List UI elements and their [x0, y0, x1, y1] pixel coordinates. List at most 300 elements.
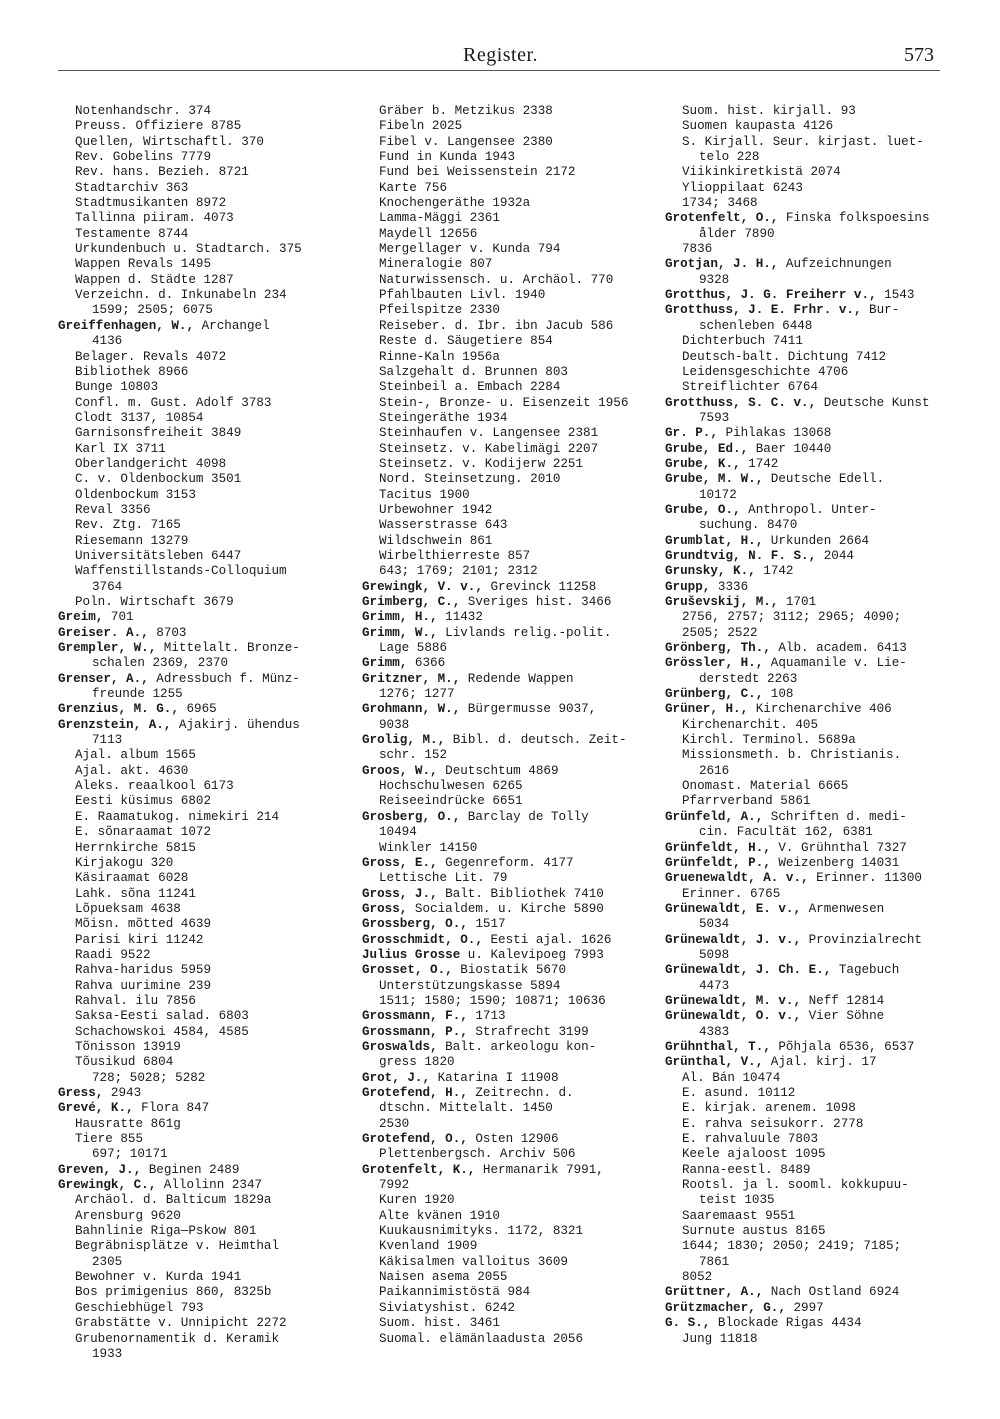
entry-text: Deutsche Edell. — [763, 472, 885, 487]
index-subentry — [58, 564, 348, 579]
entry-text: Balt. Bibliothek 7410 — [437, 886, 604, 901]
index-subentry — [58, 488, 348, 503]
entry-text: Beginen 2489 — [141, 1162, 240, 1177]
index-subentry — [665, 1332, 955, 1347]
author-name: Grützmacher, G., — [665, 1300, 786, 1315]
index-subentry — [362, 273, 652, 288]
entry-text: Grubenornamentik d. Keramik — [75, 1331, 280, 1346]
index-subentry — [58, 779, 348, 794]
author-name: Grossmann, P., — [362, 1024, 468, 1039]
index-subentry — [58, 150, 348, 165]
index-continuation-line — [665, 825, 955, 840]
entry-text: Aufzeichnungen — [778, 257, 892, 272]
index-subentry — [58, 887, 348, 902]
author-name: Grotenfelt, O., — [665, 211, 779, 226]
author-name: Grewingk, V. v., — [362, 579, 483, 594]
index-subentry — [665, 1178, 955, 1193]
entry-text: 10172 — [699, 487, 737, 502]
entry-text: Schriften d. medi- — [763, 809, 907, 824]
entry-text: Katarina I 11908 — [430, 1070, 559, 1085]
index-subentry — [362, 242, 652, 257]
entry-text: Fund in Kunda 1943 — [379, 150, 516, 165]
entry-text: 8052 — [682, 1270, 713, 1285]
index-heading-entry — [362, 856, 652, 871]
entry-text: Wirbelthierreste 857 — [379, 548, 531, 563]
entry-text: Bewohner v. Kurda 1941 — [75, 1270, 242, 1285]
index-subentry — [362, 426, 652, 441]
entry-text: Bos primigenius 860, 8325b — [75, 1285, 272, 1300]
register-column-3 — [665, 104, 955, 1347]
entry-text: Rev. Ztg. 7165 — [75, 518, 181, 533]
index-subentry — [362, 1239, 652, 1254]
index-subentry — [362, 1270, 652, 1285]
entry-text: Fibeln 2025 — [379, 119, 463, 134]
index-heading-entry — [665, 442, 955, 457]
entry-text: 2756, 2757; 3112; 2965; 4090; — [682, 610, 902, 625]
index-heading-entry — [58, 1178, 348, 1193]
index-heading-entry — [362, 948, 652, 963]
index-subentry — [362, 871, 652, 886]
index-subentry — [58, 871, 348, 886]
entry-text: Stadtmusikanten 8972 — [75, 196, 227, 211]
index-subentry — [58, 242, 348, 257]
author-name: Grotenfelt, K., — [362, 1162, 476, 1177]
register-column-2 — [362, 104, 652, 1347]
entry-text: Archangel — [194, 318, 270, 333]
index-heading-entry — [665, 534, 955, 549]
index-subentry — [665, 334, 955, 349]
index-subentry — [58, 1055, 348, 1070]
entry-text: Waffenstillstands-Colloquium — [75, 564, 287, 579]
index-heading-entry — [665, 994, 955, 1009]
entry-text: Tõnisson 13919 — [75, 1039, 181, 1054]
index-heading-entry — [665, 580, 955, 595]
entry-text: 701 — [103, 610, 134, 625]
entry-text: schenleben 6448 — [699, 318, 813, 333]
entry-text: Ajakirj. ühendus — [171, 717, 300, 732]
entry-text: Mõisn. mõtted 4639 — [75, 917, 212, 932]
index-heading-entry — [665, 396, 955, 411]
index-subentry — [362, 396, 652, 411]
entry-text: Rahva-haridus 5959 — [75, 963, 212, 978]
entry-text: Alb. academ. 6413 — [770, 641, 907, 656]
index-heading-entry — [665, 871, 955, 886]
index-subentry — [362, 518, 652, 533]
entry-text: Bunge 10803 — [75, 380, 159, 395]
entry-text: Reste d. Säugetiere 854 — [379, 334, 553, 349]
entry-text: freunde 1255 — [92, 687, 183, 702]
entry-text: Suomal. elämänlaadusta 2056 — [379, 1331, 584, 1346]
index-subentry — [58, 1301, 348, 1316]
index-subentry — [362, 350, 652, 365]
author-name: Grumblat, H., — [665, 533, 764, 548]
index-continuation-line — [58, 733, 348, 748]
entry-text: Pfeilspitze 2330 — [379, 303, 500, 318]
index-continuation-line — [665, 1255, 955, 1270]
index-heading-entry — [362, 672, 652, 687]
entry-text: 1734; 3468 — [682, 196, 758, 211]
index-heading-entry — [362, 764, 652, 779]
index-subentry — [58, 288, 348, 303]
entry-text: Ajal. album 1565 — [75, 748, 196, 763]
author-name: Grotefend, H., — [362, 1086, 468, 1100]
entry-text: Deutsche Kunst — [816, 395, 930, 410]
entry-text: 7992 — [379, 1178, 410, 1193]
entry-text: Oberlandgericht 4098 — [75, 456, 227, 471]
author-name: Greim, — [58, 610, 104, 625]
index-subentry — [58, 442, 348, 457]
index-heading-entry — [665, 641, 955, 656]
index-subentry — [665, 779, 955, 794]
entry-text: Wappen Revals 1495 — [75, 257, 212, 272]
index-heading-entry — [362, 963, 652, 978]
entry-text: 2530 — [379, 1116, 410, 1131]
entry-text: Bibl. d. deutsch. Zeit- — [445, 733, 627, 748]
entry-text: 1599; 2505; 6075 — [92, 303, 213, 318]
author-name: Grünfeldt, P., — [665, 855, 771, 870]
index-continuation-line — [58, 303, 348, 318]
entry-text: Oldenbockum 3153 — [75, 487, 196, 502]
index-continuation-line — [665, 227, 955, 242]
index-subentry — [362, 442, 652, 457]
author-name: Grünewaldt, J. v., — [665, 932, 802, 947]
index-subentry — [58, 119, 348, 134]
entry-text: Käkisalmen valloitus 3609 — [379, 1254, 568, 1269]
index-subentry — [362, 748, 652, 763]
author-name: Grupp, — [665, 579, 711, 594]
index-heading-entry — [362, 733, 652, 748]
entry-text: 6366 — [407, 656, 446, 671]
index-subentry — [665, 242, 955, 257]
entry-text: telo 228 — [699, 150, 760, 165]
index-subentry — [362, 303, 652, 318]
entry-text: Blockade Rigas 4434 — [710, 1316, 862, 1331]
index-subentry — [58, 1040, 348, 1055]
entry-text: Poln. Wirtschaft 3679 — [75, 595, 234, 609]
index-subentry — [665, 748, 955, 763]
entry-text: Mittelalt. Bronze- — [156, 641, 300, 656]
index-subentry — [58, 426, 348, 441]
index-subentry — [58, 1132, 348, 1147]
index-continuation-line — [665, 672, 955, 687]
index-subentry — [665, 1101, 955, 1116]
entry-text: Kirchenarchit. 405 — [682, 717, 819, 732]
entry-text: Steingeräthe 1934 — [379, 410, 508, 425]
author-name: G. S., — [665, 1316, 711, 1331]
index-heading-entry — [362, 887, 652, 902]
entry-text: Lahk. sõna 11241 — [75, 886, 196, 901]
index-subentry — [362, 1117, 652, 1132]
entry-text: Keele ajaloost 1095 — [682, 1147, 826, 1162]
entry-text: Tacitus 1900 — [379, 487, 470, 502]
index-subentry — [665, 1086, 955, 1101]
entry-text: Adressbuch f. Münz- — [148, 671, 300, 686]
entry-text: Kuren 1920 — [379, 1193, 455, 1208]
index-subentry — [362, 457, 652, 472]
index-subentry — [58, 902, 348, 917]
author-name: Grünewaldt, M. v., — [665, 993, 802, 1008]
index-subentry — [58, 794, 348, 809]
entry-text: Ajal. kirj. 17 — [763, 1055, 877, 1070]
entry-text: Lamma-Mäggi 2361 — [379, 211, 500, 226]
entry-text: Alte kvänen 1910 — [379, 1208, 500, 1223]
index-subentry — [362, 411, 652, 426]
entry-text: 9038 — [379, 717, 410, 732]
entry-text: 1543 — [876, 288, 915, 303]
index-subentry — [362, 1316, 652, 1331]
entry-text: Allolinn 2347 — [156, 1178, 263, 1193]
entry-text: 1276; 1277 — [379, 687, 455, 702]
index-subentry — [58, 104, 348, 119]
entry-text: Jung 11818 — [682, 1331, 758, 1346]
author-name: Gritzner, M., — [362, 671, 461, 686]
index-subentry — [58, 841, 348, 856]
author-name: Gress, — [58, 1086, 104, 1100]
author-name: Grosberg, O., — [362, 809, 461, 824]
entry-text: Rev. hans. Bezieh. 8721 — [75, 165, 249, 180]
entry-text: Bürgermusse 9037, — [460, 702, 597, 717]
entry-text: C. v. Oldenbockum 3501 — [75, 472, 242, 487]
author-name: Grohmann, W., — [362, 702, 461, 717]
index-subentry — [58, 963, 348, 978]
entry-text: Fibel v. Langensee 2380 — [379, 134, 553, 149]
index-heading-entry — [665, 457, 955, 472]
index-subentry — [58, 748, 348, 763]
entry-text: Lage 5886 — [379, 641, 448, 656]
entry-text: Weizenberg 14031 — [770, 855, 900, 870]
index-subentry — [362, 181, 652, 196]
entry-text: Leidensgeschichte 4706 — [682, 364, 849, 379]
entry-text: Rinne-Kaln 1956a — [379, 349, 500, 364]
index-subentry — [362, 825, 652, 840]
entry-text: Wappen d. Städte 1287 — [75, 272, 234, 287]
index-subentry — [362, 472, 652, 487]
index-subentry — [58, 917, 348, 932]
index-continuation-line — [58, 1255, 348, 1270]
index-subentry — [58, 396, 348, 411]
author-name: Grünfeld, A., — [665, 809, 764, 824]
author-name: Greven, J., — [58, 1162, 142, 1177]
index-subentry — [58, 994, 348, 1009]
author-name: Grenzstein, A., — [58, 717, 172, 732]
entry-text: Al. Bán 10474 — [682, 1070, 781, 1085]
entry-text: Nord. Steinsetzung. 2010 — [379, 472, 561, 487]
index-heading-entry — [665, 426, 955, 441]
index-continuation-line — [58, 1347, 348, 1362]
index-continuation-line — [665, 411, 955, 426]
index-heading-entry — [58, 641, 348, 656]
entry-text: E. Raamatukog. nimekiri 214 — [75, 809, 280, 824]
author-name: Grünberg, C., — [665, 687, 764, 702]
author-name: Grunsky, K., — [665, 564, 756, 579]
index-heading-entry — [362, 902, 652, 917]
entry-text: V. Grühnthal 7327 — [770, 840, 907, 855]
entry-text: Neff 12814 — [801, 993, 885, 1008]
index-heading-entry — [665, 702, 955, 717]
index-continuation-line — [665, 1193, 955, 1208]
index-heading-entry — [362, 933, 652, 948]
index-subentry — [665, 794, 955, 809]
entry-text: Saksa-Eesti salad. 6803 — [75, 1009, 249, 1024]
entry-text: Anthropol. Unter- — [740, 502, 877, 517]
index-heading-entry — [665, 656, 955, 671]
entry-text: Biostatik 5670 — [452, 963, 567, 978]
index-subentry — [58, 165, 348, 180]
index-subentry — [665, 1117, 955, 1132]
entry-text: Finska folkspoesins — [778, 211, 930, 226]
author-name: Grotjan, J. H., — [665, 257, 779, 272]
index-subentry — [665, 1147, 955, 1162]
entry-text: Begräbnisplätze v. Heimthal — [75, 1239, 280, 1254]
entry-text: 11432 — [437, 610, 483, 625]
index-heading-entry — [58, 610, 348, 625]
entry-text: ålder 7890 — [699, 226, 775, 241]
index-heading-entry — [362, 1025, 652, 1040]
entry-text: Rahval. ilu 7856 — [75, 993, 196, 1008]
index-subentry — [58, 518, 348, 533]
entry-text: Pihlakas 13068 — [717, 426, 832, 441]
entry-text: Deutschtum 4869 — [437, 763, 559, 778]
author-name: Grünewaldt, E. v., — [665, 901, 802, 916]
author-name: Grenser, A., — [58, 671, 149, 686]
author-name: Grevé, K., — [58, 1101, 134, 1116]
index-heading-entry — [58, 1086, 348, 1101]
entry-text: Vier Söhne — [801, 1009, 885, 1024]
index-heading-entry — [362, 917, 652, 932]
index-heading-entry — [665, 841, 955, 856]
entry-text: 728; 5028; 5282 — [92, 1070, 206, 1085]
entry-text: Grevinck 11258 — [482, 579, 597, 594]
entry-text: Bahnlinie Riga—Pskow 801 — [75, 1224, 257, 1239]
entry-text: 697; 10171 — [92, 1147, 168, 1162]
index-subentry — [362, 564, 652, 579]
entry-text: Surnute austus 8165 — [682, 1224, 826, 1239]
entry-text: Eesti küsimus 6802 — [75, 794, 212, 809]
index-subentry — [58, 181, 348, 196]
index-heading-entry — [665, 303, 955, 318]
author-name: Grühnthal, T., — [665, 1039, 771, 1054]
index-subentry — [362, 1209, 652, 1224]
index-continuation-line — [665, 150, 955, 165]
index-heading-entry — [665, 1040, 955, 1055]
index-subentry — [362, 841, 652, 856]
index-subentry — [58, 1224, 348, 1239]
index-subentry — [58, 1332, 348, 1347]
entry-text: Saaremaast 9551 — [682, 1208, 796, 1223]
index-subentry — [58, 350, 348, 365]
entry-text: Steinbeil a. Embach 2284 — [379, 380, 561, 395]
index-subentry — [58, 1025, 348, 1040]
index-subentry — [58, 764, 348, 779]
entry-text: 7593 — [699, 410, 730, 425]
author-name: Grimm, — [362, 656, 408, 671]
entry-text: Suom. hist. 3461 — [379, 1316, 500, 1331]
entry-text: Hochschulwesen 6265 — [379, 779, 523, 794]
entry-text: Erinner. 6765 — [682, 886, 781, 901]
author-name: Grube, K., — [665, 456, 741, 471]
index-heading-entry — [58, 702, 348, 717]
author-name: Groswalds, — [362, 1039, 438, 1054]
header-rule — [58, 70, 940, 71]
index-continuation-line — [58, 334, 348, 349]
entry-text: Riesemann 13279 — [75, 533, 189, 548]
entry-text: Barclay de Tolly — [460, 809, 589, 824]
entry-text: Provinzialrecht — [801, 932, 922, 947]
index-continuation-line — [665, 319, 955, 334]
entry-text: Suom. hist. kirjall. 93 — [682, 104, 856, 118]
entry-text: Notenhandschr. 374 — [75, 104, 212, 118]
author-name: Grenzius, M. G., — [58, 702, 179, 717]
author-name: Grube, Ed., — [665, 441, 749, 456]
index-subentry — [362, 135, 652, 150]
author-name: Grüner, H., — [665, 702, 749, 717]
author-name: Greiffenhagen, W., — [58, 318, 195, 333]
index-subentry — [58, 365, 348, 380]
entry-text: Aleks. reaalkool 6173 — [75, 779, 234, 794]
index-subentry — [362, 503, 652, 518]
entry-text: Mineralogie 807 — [379, 257, 493, 272]
entry-text: Armenwesen — [801, 901, 885, 916]
index-heading-entry — [362, 1132, 652, 1147]
entry-text: 10494 — [379, 825, 417, 840]
entry-text: Nach Ostland 6924 — [763, 1285, 900, 1300]
entry-text: 5098 — [699, 947, 730, 962]
index-subentry — [665, 626, 955, 641]
entry-text: 1742 — [755, 564, 794, 579]
entry-text: Kvenland 1909 — [379, 1239, 478, 1254]
entry-text: Gegenreform. 4177 — [437, 855, 574, 870]
entry-text: Verzeichn. d. Inkunabeln 234 — [75, 288, 287, 303]
entry-text: Garnisonsfreiheit 3849 — [75, 426, 242, 441]
index-heading-entry — [665, 1285, 955, 1300]
index-subentry — [58, 196, 348, 211]
entry-text: Unterstützungskasse 5894 — [379, 978, 561, 993]
author-name: Grotthuss, S. C. v., — [665, 395, 817, 410]
entry-text: gress 1820 — [379, 1055, 455, 1070]
index-subentry — [665, 196, 955, 211]
entry-text: Fund bei Weissenstein 2172 — [379, 165, 576, 180]
entry-text: 1701 — [778, 595, 817, 609]
index-subentry — [362, 979, 652, 994]
entry-text: Põhjala 6536, 6537 — [770, 1039, 915, 1054]
author-name: Grünewaldt, J. Ch. E., — [665, 963, 832, 978]
index-subentry — [362, 549, 652, 564]
index-subentry — [362, 1301, 652, 1316]
entry-text: Raadi 9522 — [75, 947, 151, 962]
entry-text: Lõpueksam 4638 — [75, 901, 181, 916]
entry-text: Naisen asema 2055 — [379, 1270, 508, 1285]
index-subentry — [362, 534, 652, 549]
entry-text: Universitätsleben 6447 — [75, 548, 242, 563]
index-continuation-line — [665, 917, 955, 932]
index-continuation-line — [665, 979, 955, 994]
entry-text: 4473 — [699, 978, 730, 993]
entry-text: Lettische Lit. 79 — [379, 871, 508, 886]
index-continuation-line — [665, 1025, 955, 1040]
index-subentry — [665, 610, 955, 625]
entry-text: S. Kirjall. Seur. kirjast. luet- — [682, 134, 924, 149]
index-subentry — [665, 135, 955, 150]
entry-text: Rev. Gobelins 7779 — [75, 150, 212, 165]
index-subentry — [665, 1209, 955, 1224]
entry-text: 643; 1769; 2101; 2312 — [379, 564, 538, 579]
entry-text: Paikannimistöstä 984 — [379, 1285, 531, 1300]
index-subentry — [58, 257, 348, 272]
index-subentry — [362, 150, 652, 165]
index-heading-entry — [362, 1040, 652, 1055]
entry-text: Baer 10440 — [748, 441, 832, 456]
entry-text: Urkundenbuch u. Stadtarch. 375 — [75, 242, 302, 257]
